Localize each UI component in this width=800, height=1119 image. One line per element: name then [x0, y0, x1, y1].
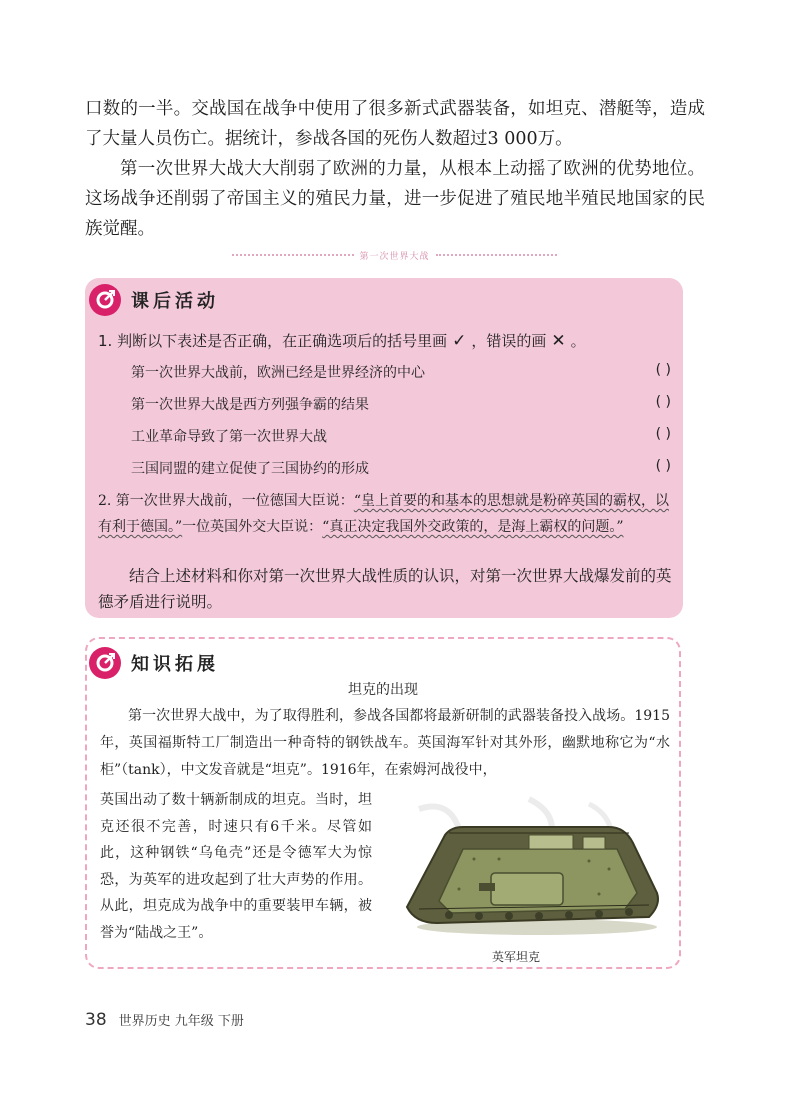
- knowledge-subtitle: 坦克的出现: [348, 682, 418, 698]
- q1-middle: ，错误的画: [471, 332, 547, 350]
- page-number: 38: [85, 1010, 107, 1030]
- q1-suffix: 。: [570, 332, 586, 350]
- knowledge-header: [89, 643, 219, 683]
- statement-text: 三国同盟的建立促使了三国协约的形成: [131, 461, 369, 477]
- statement-text: 工业革命导致了第一次世界大战: [131, 429, 327, 445]
- statement-row: [131, 426, 671, 446]
- q2-lead: 2. 第一次世界大战前，一位德国大臣说：: [98, 493, 354, 509]
- knowledge-paragraph-2: 英国出动了数十辆新制成的坦克。当时，坦克还很不完善，时速只有6千米。尽管如此，这种钢铁“乌龟壳”还是令德军大为惊恐，为英军的进攻起到了壮大声势的作用。从此，坦克成为战争中的重要装甲车辆，被誉为“陆战之王”。: [100, 792, 372, 941]
- answer-parentheses[interactable]: ( ): [655, 426, 671, 442]
- q1-prefix: 1. 判断以下表述是否正确，在正确选项后的括号里画: [98, 332, 448, 350]
- statement-text: 第一次世界大战前，欧洲已经是世界经济的中心: [131, 365, 425, 381]
- book-title: 世界历史 九年级 下册: [118, 1014, 244, 1029]
- intro-paragraph-1: 口数的一半。交战国在战争中使用了很多新式武器装备，如坦克、潜艇等，造成了大量人员伤亡。据统计，参战各国的死伤人数超过3 000万。: [85, 99, 705, 149]
- answer-parentheses[interactable]: ( ): [655, 458, 671, 474]
- page-footer: [85, 1010, 244, 1030]
- section-divider: [232, 248, 557, 262]
- statement-text: 第一次世界大战是西方列强争霸的结果: [131, 397, 369, 413]
- q2-quote-british: “真正决定我国外交政策的，是海上霸权的问题。”: [322, 519, 624, 535]
- statement-row: [131, 458, 671, 478]
- answer-parentheses[interactable]: ( ): [655, 394, 671, 410]
- statement-row: [131, 394, 671, 414]
- cross-mark-icon: ✕: [551, 331, 566, 351]
- activity-title: 课后活动: [131, 291, 219, 312]
- question-1: [98, 330, 586, 351]
- intro-paragraph-2: 第一次世界大战大大削弱了欧洲的力量，从根本上动摇了欧洲的优势地位。这场战争还削弱了帝国主义的殖民力量，进一步促进了殖民地半殖民地国家的民族觉醒。: [85, 159, 705, 239]
- q2-mid: 一位英国外交大臣说：: [182, 519, 323, 535]
- knowledge-title: 知识拓展: [131, 654, 219, 675]
- knowledge-paragraph-1: 第一次世界大战中，为了取得胜利，参战各国都将最新研制的武器装备投入战场。1915年，英国福斯特工厂制造出一种奇特的钢铁战车。英国海军针对其外形，幽默地称它为“水柜”（tank），中文发音就是“坦克”。1916年，在索姆河战役中，: [100, 708, 670, 778]
- q2-quote-german: “皇上首要的和基本的思想就是粉碎英国的霸权，以有利于德国。”: [98, 493, 669, 535]
- activity-badge-icon: [89, 284, 121, 316]
- check-mark-icon: ✓: [452, 331, 467, 351]
- question-2: [98, 488, 673, 540]
- answer-parentheses[interactable]: ( ): [655, 362, 671, 378]
- knowledge-badge-icon: [89, 647, 121, 679]
- intro-text: [85, 94, 705, 244]
- after-class-activity-box: [85, 278, 683, 618]
- activity-header: [89, 280, 219, 320]
- british-tank-image: [379, 789, 669, 959]
- divider-label: 第一次世界大战: [359, 251, 430, 262]
- knowledge-extension-box: [85, 637, 681, 969]
- tank-image-caption: 英军坦克: [492, 950, 541, 964]
- statement-row: [131, 362, 671, 382]
- question-2-task: 结合上述材料和你对第一次世界大战性质的认识，对第一次世界大战爆发前的英德矛盾进行说明。: [98, 567, 672, 611]
